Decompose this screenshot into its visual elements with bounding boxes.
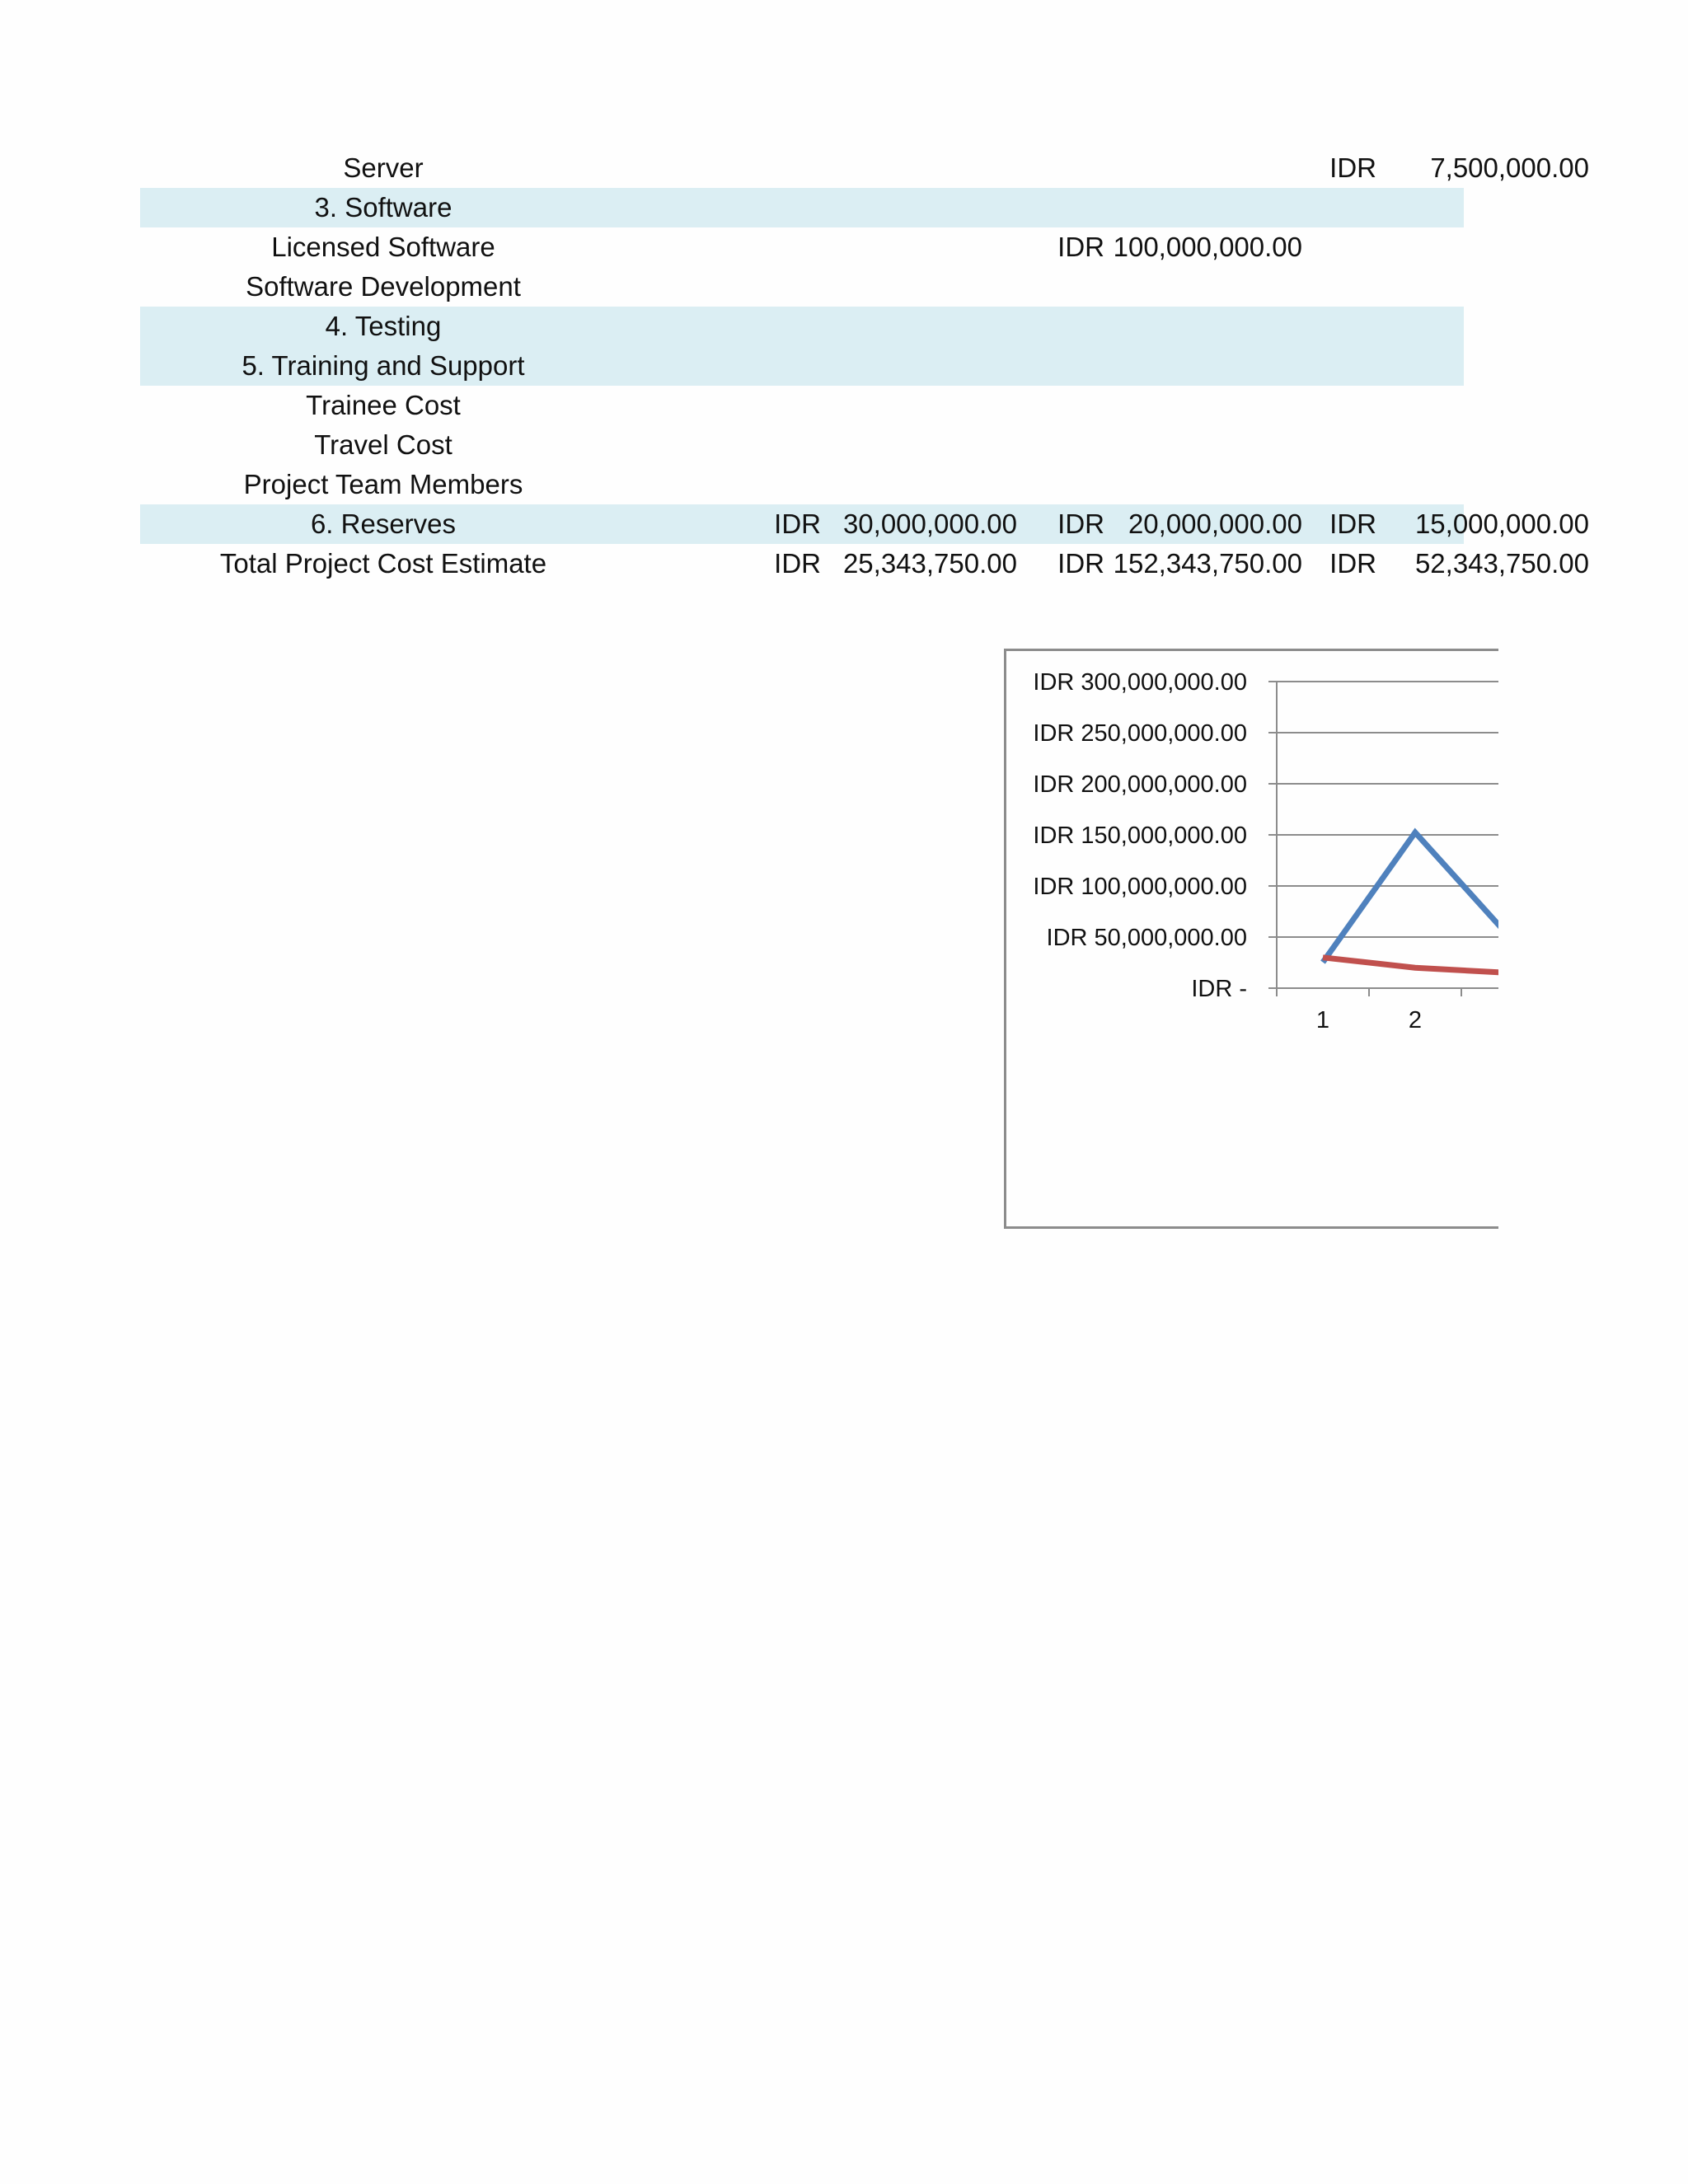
table-row <box>140 188 1464 227</box>
y-tick-label: IDR 300,000,000.00 <box>1033 669 1247 696</box>
amount-cell: 30,000,000.00 <box>842 509 1017 539</box>
currency-cell: IDR <box>1329 152 1376 183</box>
currency-cell: IDR <box>1057 509 1104 539</box>
table-row <box>140 227 1464 267</box>
table-row <box>140 544 1589 583</box>
series-line-reserves <box>1323 958 1498 973</box>
table-row <box>140 465 1464 504</box>
table-row <box>140 386 1464 425</box>
y-tick-label: IDR - <box>1191 976 1247 1002</box>
currency-cell: IDR <box>1329 548 1376 579</box>
amount-cell: 25,343,750.00 <box>842 548 1017 579</box>
row-label: Software Development <box>246 271 521 302</box>
currency-cell: IDR <box>1329 509 1376 539</box>
row-label: 4. Testing <box>325 311 442 341</box>
y-tick-label: IDR 100,000,000.00 <box>1033 874 1247 900</box>
amount-cell: 52,343,750.00 <box>1414 548 1589 579</box>
row-label: 3. Software <box>314 192 452 223</box>
currency-cell: IDR <box>774 548 821 579</box>
chart-svg <box>1006 651 1498 1229</box>
currency-cell: IDR <box>1057 232 1104 262</box>
y-tick-label: IDR 150,000,000.00 <box>1033 823 1247 849</box>
table-row <box>140 346 1464 386</box>
series-line-total <box>1323 832 1498 962</box>
table-row <box>140 307 1464 346</box>
row-label: Project Team Members <box>243 469 523 499</box>
amount-cell: 7,500,000.00 <box>1430 152 1589 183</box>
row-label: Trainee Cost <box>306 390 461 420</box>
row-label: Server <box>343 152 424 183</box>
currency-cell: IDR <box>1057 548 1104 579</box>
table-row <box>140 504 1589 544</box>
table-row <box>140 425 1464 465</box>
amount-cell: 152,343,750.00 <box>1113 548 1302 579</box>
amount-cell: 100,000,000.00 <box>1113 232 1302 262</box>
row-label: Travel Cost <box>314 429 452 460</box>
row-label: Licensed Software <box>271 232 495 262</box>
y-tick-label: IDR 50,000,000.00 <box>1046 925 1247 951</box>
amount-cell: 20,000,000.00 <box>1128 509 1302 539</box>
y-tick-label: IDR 250,000,000.00 <box>1033 720 1247 747</box>
cost-line-chart <box>1004 649 1498 1229</box>
x-tick-label: 1 <box>1315 1007 1330 1033</box>
table-row <box>140 148 1589 188</box>
x-tick-label: 2 <box>1408 1007 1423 1033</box>
amount-cell: 15,000,000.00 <box>1414 509 1589 539</box>
row-label: 6. Reserves <box>310 509 457 539</box>
cost-table <box>140 148 1589 583</box>
currency-cell: IDR <box>774 509 821 539</box>
y-tick-label: IDR 200,000,000.00 <box>1033 771 1247 798</box>
row-label: 5. Training and Support <box>241 350 525 381</box>
table-row <box>140 267 1464 307</box>
row-label: Total Project Cost Estimate <box>219 548 547 579</box>
